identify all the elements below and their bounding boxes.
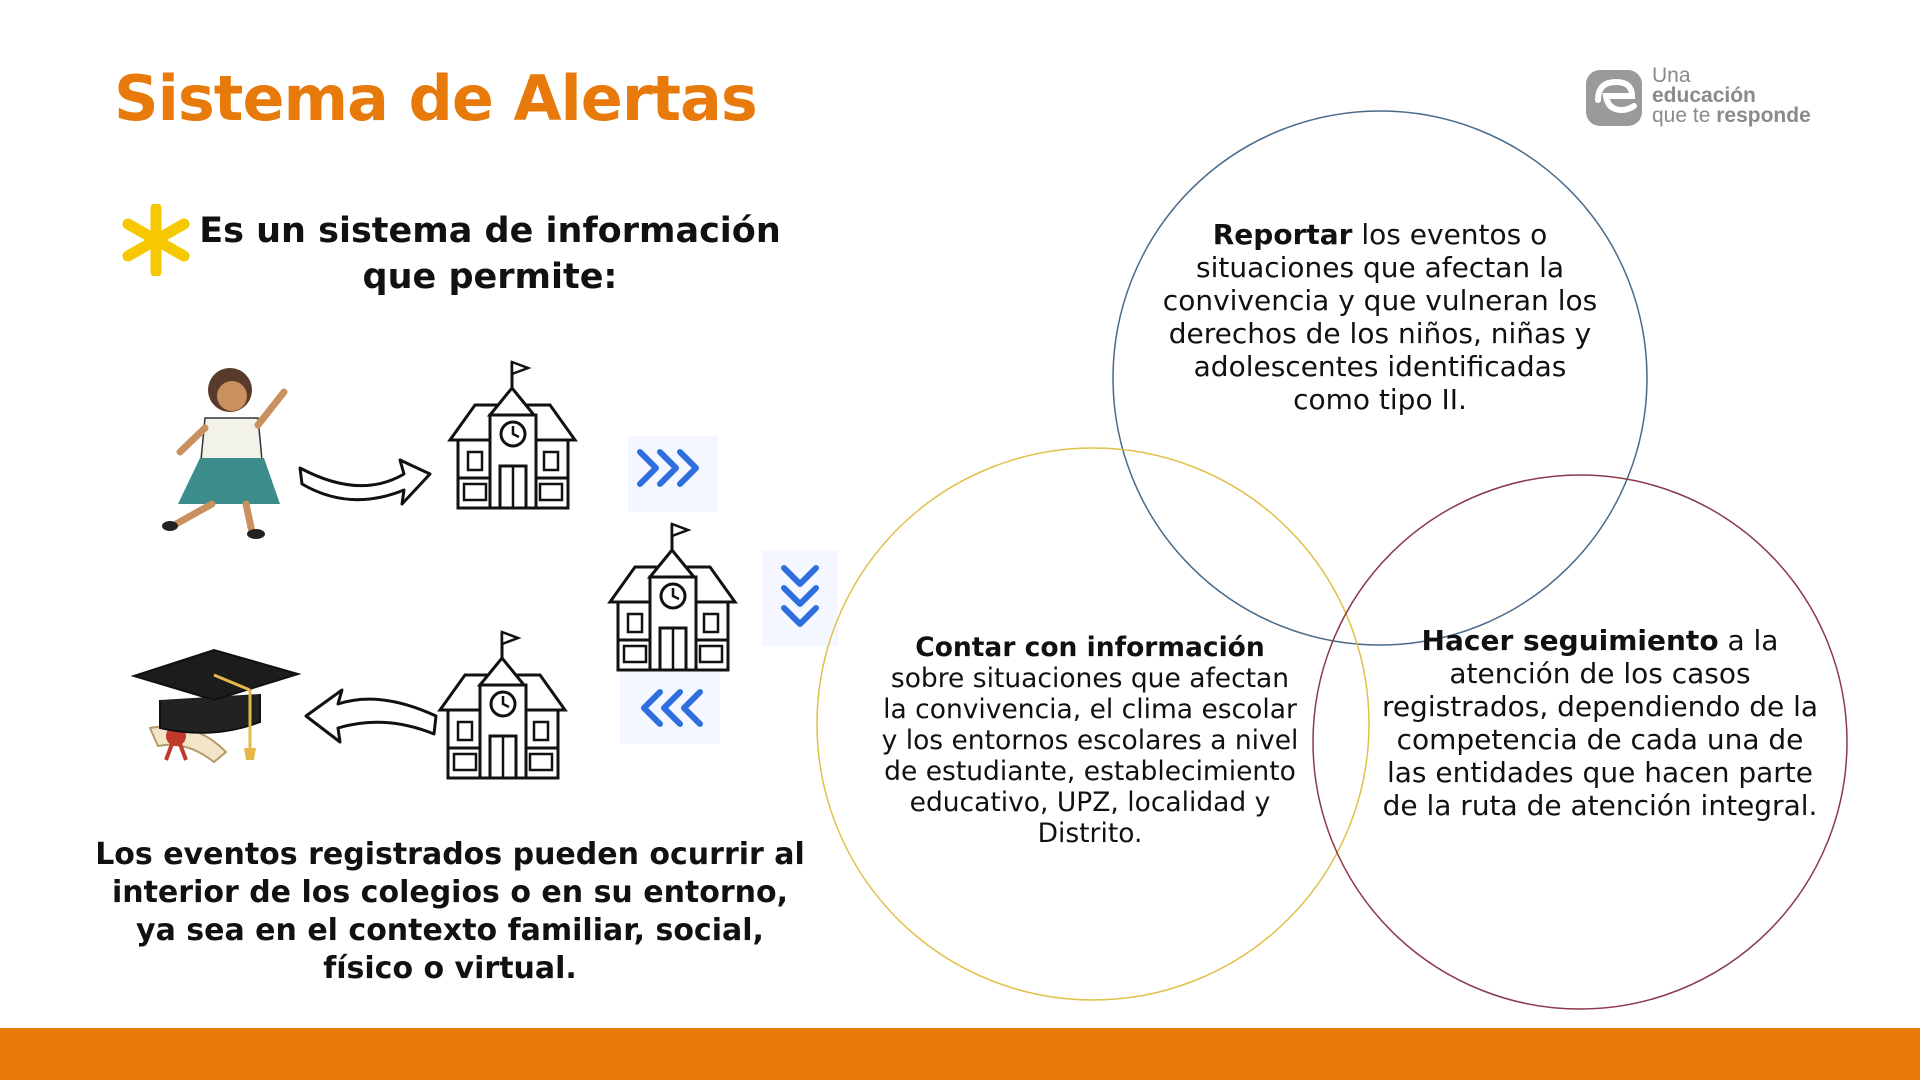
intro-heading: Es un sistema de información que permite: <box>199 211 781 297</box>
circle-report-text: Reportar los eventos o situaciones que afectan la convivencia y que vulneran los derechos de los niños, niñas y adolescentes identificadas como tipo II. <box>1162 218 1598 416</box>
logo-text: Una educación que te responde <box>1652 64 1811 127</box>
footer-bar <box>0 1028 1920 1080</box>
page-title: Sistema de Alertas <box>114 62 757 135</box>
circle-hacer-text: Hacer seguimiento a la atención de los casos registrados, dependiendo de la competencia de cada una de las entidades que hacen parte de la ruta de atención integral. <box>1381 624 1819 822</box>
events-note: Los eventos registrados pueden ocurrir al interior de los colegios o en su entorno, ya sea en el contexto familiar, social, físico o virtual. <box>95 837 805 986</box>
circle-contar-text: Contar con información sobre situaciones que afectan la convivencia, el clima escolar y los entornos escolares a nivel de estudiante, establecimiento educativo, UPZ, localidad y Distrito. <box>881 632 1299 849</box>
